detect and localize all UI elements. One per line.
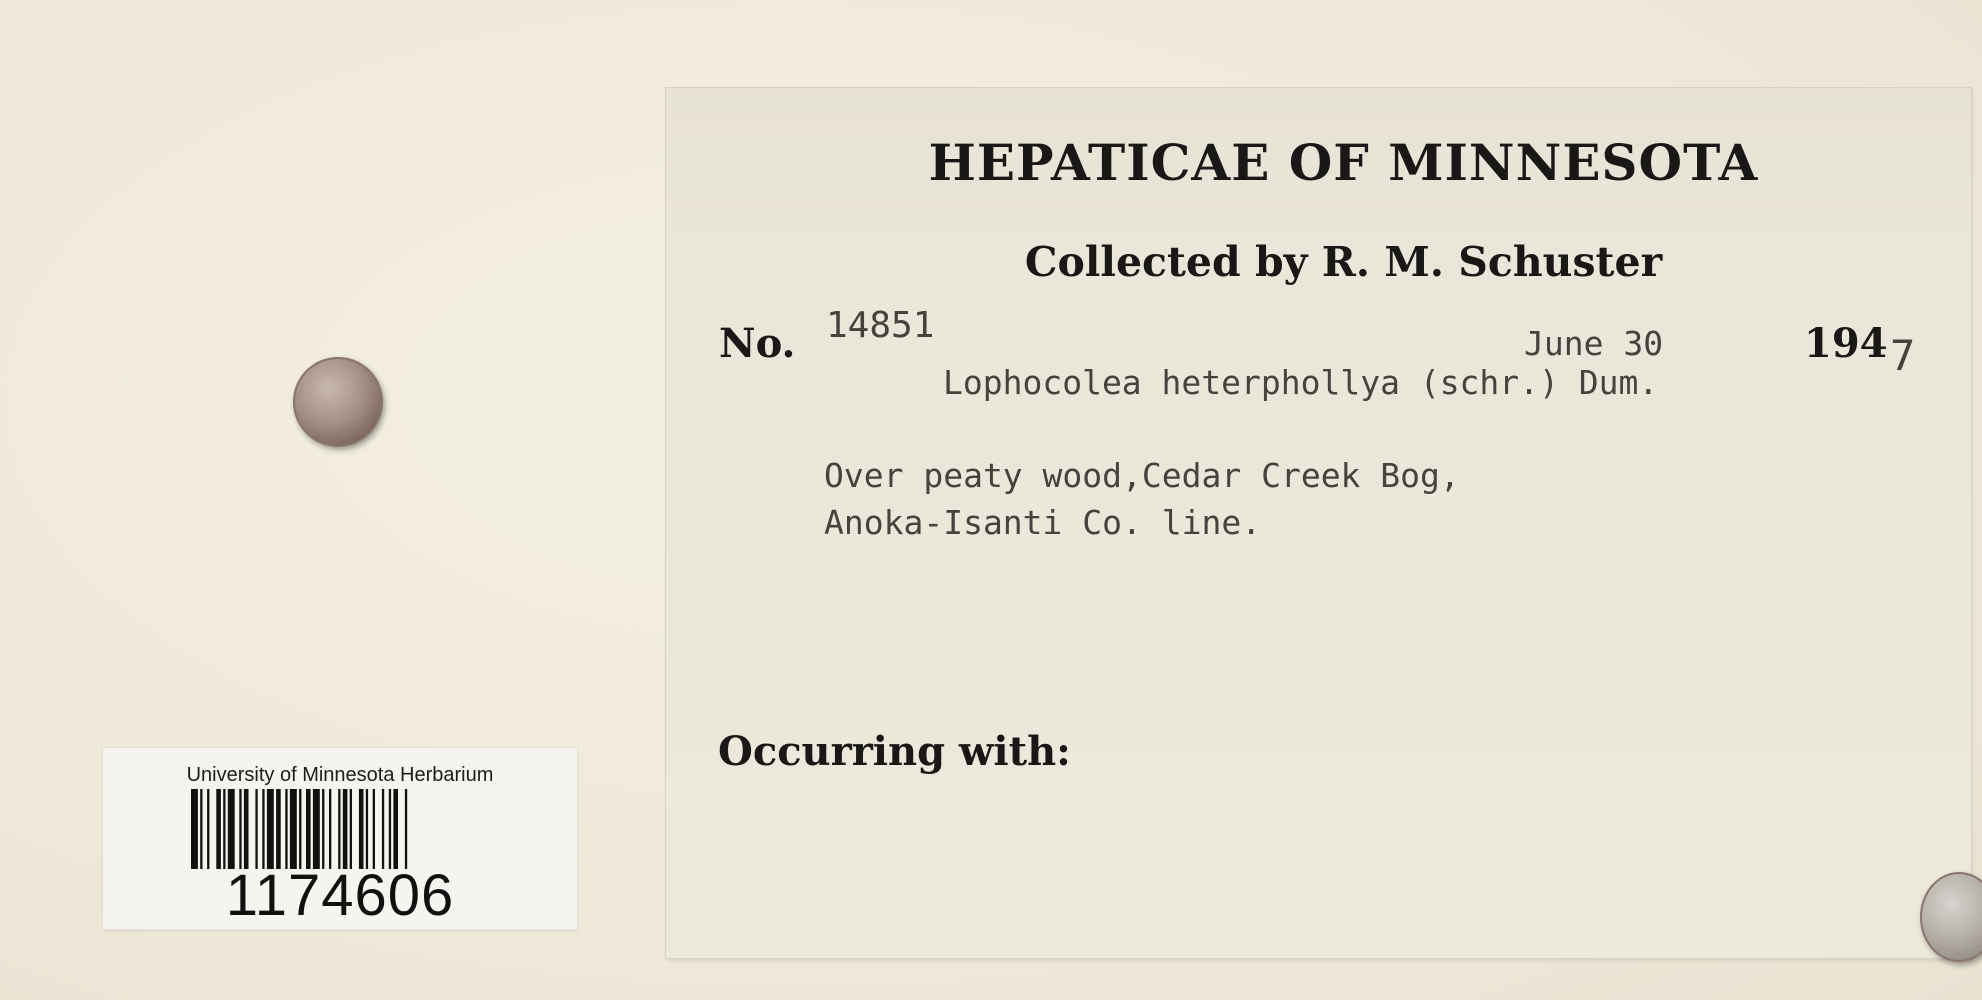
locality-line-2: Anoka-Isanti Co. line. [824,503,1262,542]
barcode-number: 1174606 [225,863,455,928]
year-prefix: 194 [1804,320,1888,367]
year-suffix: 7 [1890,331,1916,380]
mounting-pin [293,357,383,447]
species-name: Lophocolea heterphollya (schr.) Dum. [943,363,1659,402]
label-collector: Collected by R. M. Schuster [1024,238,1663,286]
barcode-icon [191,789,471,869]
barcode-institution: University of Minnesota Herbarium [186,764,494,786]
number-label: No. [719,320,796,367]
collection-date: June 30 [1524,324,1664,363]
occurring-with-label: Occurring with: [718,728,1071,775]
collection-number: 14851 [826,305,935,346]
label-title: HEPATICAE OF MINNESOTA [928,133,1759,192]
specimen-label [666,88,1971,958]
locality-line-1: Over peaty wood,Cedar Creek Bog, [824,456,1460,495]
barcode-label [102,747,578,930]
